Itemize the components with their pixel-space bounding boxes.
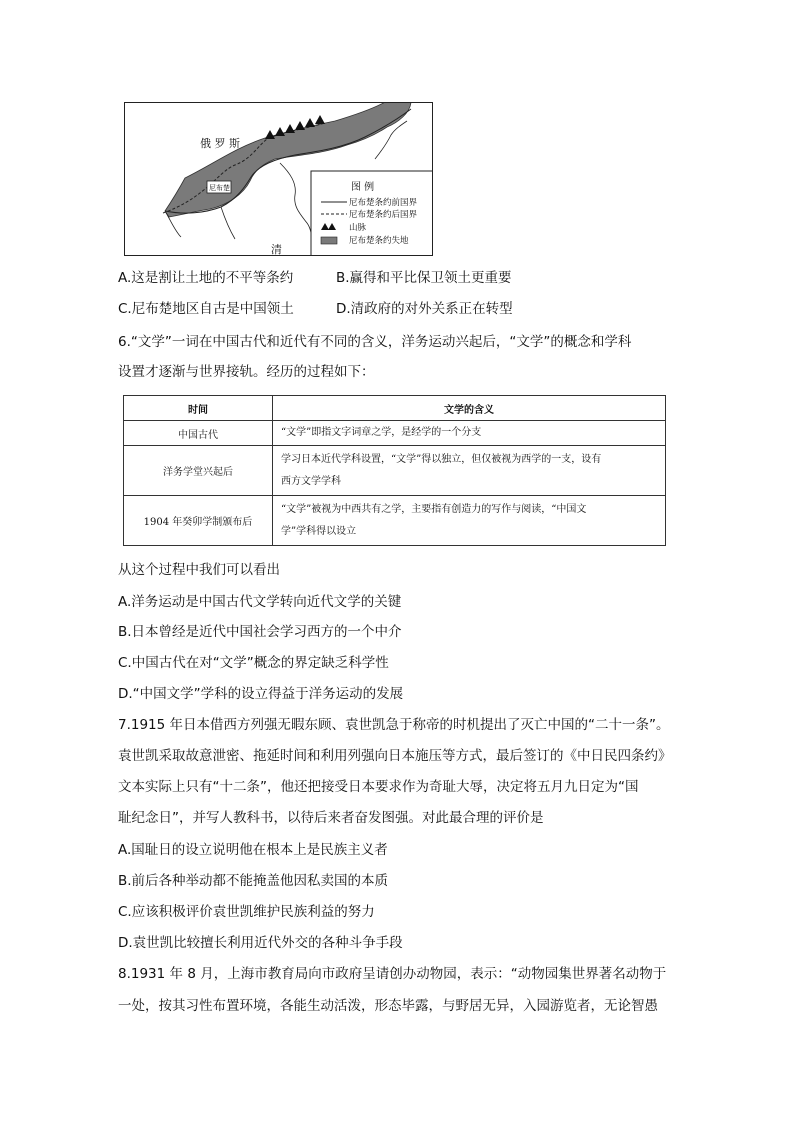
table-cell-meaning-line: 学习日本近代学科设置，“文学”得以独立，但仅被视为西学的一支，设有 xyxy=(281,453,602,465)
table-cell-meaning xyxy=(273,421,666,446)
q7-stem-line1: 7.1915 年日本借西方列强无暇东顾、袁世凯急于称帝的时机提出了灭亡中国的“二十一条”。 xyxy=(118,717,670,733)
q6-option-d: D.“中国文学”学科的设立得益于洋务运动的发展 xyxy=(118,686,404,702)
q6-question: 从这个过程中我们可以看出 xyxy=(118,562,280,578)
table-cell-meaning-line: “文学”即指文字词章之学，是经学的一个分支 xyxy=(281,427,482,438)
q6-stem-line1: 6.“文学”一词在中国古代和近代有不同的含义，洋务运动兴起后，“文学”的概念和学科 xyxy=(118,334,632,350)
legend-label-pre-border: 尼布楚条约前国界 xyxy=(349,198,418,208)
map-figure xyxy=(124,102,433,256)
q8-stem-line1: 8.1931 年 8 月，上海市教育局向市政府呈请创办动物园，表示：“动物园集世界著名动物于 xyxy=(118,966,667,982)
q7-option-d: D.袁世凯比较擅长利用近代外交的各种斗争手段 xyxy=(118,935,403,951)
q5-option-b: B.赢得和平比保卫领土更重要 xyxy=(336,270,512,286)
table-cell-meaning xyxy=(273,446,666,496)
filled-area-icon xyxy=(321,237,337,244)
legend-label-post-border: 尼布楚条约后国界 xyxy=(349,210,418,220)
table-cell-time: 洋务学堂兴起后 xyxy=(124,446,273,496)
legend-title: 图 例 xyxy=(351,182,375,193)
table-row xyxy=(124,421,666,446)
q5-option-c: C.尼布楚地区自古是中国领土 xyxy=(118,301,294,317)
q7-stem-line3: 文本实际上只有“十二条”，他还把接受日本要求作为奇耻大辱，决定将五月九日定为“国 xyxy=(118,779,639,795)
table-cell-meaning-line: 西方文学学科 xyxy=(281,475,341,487)
q6-stem-line2: 设置才逐渐与世界接轨。经历的过程如下： xyxy=(118,364,375,380)
table-cell-meaning-line: “文学”被视为中西共有之学，主要指有创造力的写作与阅读，“中国文 xyxy=(281,503,587,515)
q7-option-a: A.国耻日的设立说明他在根本上是民族主义者 xyxy=(118,842,388,858)
nerchinsk-label: 尼布楚 xyxy=(209,184,230,192)
q7-stem-line2: 袁世凯采取故意泄密、拖延时间和利用列强向日本施压等方式，最后签订的《中日民四条约》 xyxy=(118,748,672,764)
q7-option-b: B.前后各种举动都不能掩盖他因私卖国的本质 xyxy=(118,873,389,889)
q8-stem-line2: 一处，按其习性布置环境，各能生动活泼，形态毕露，与野居无异，入园游览者，无论智愚 xyxy=(118,998,658,1014)
legend-label-mountain: 山脉 xyxy=(349,223,367,233)
table-cell-time: 中国古代 xyxy=(124,421,273,446)
table-cell-meaning-line: 学”学科得以设立 xyxy=(281,525,357,537)
table-header-meaning: 文学的含义 xyxy=(273,396,666,421)
table-header-time: 时间 xyxy=(124,396,273,421)
table-cell-time: 1904 年癸卯学制颁布后 xyxy=(124,496,273,546)
table-cell-meaning xyxy=(273,496,666,546)
q6-option-a: A.洋务运动是中国古代文学转向近代文学的关键 xyxy=(118,594,402,610)
q6-option-c: C.中国古代在对“文学”概念的界定缺乏科学性 xyxy=(118,655,389,671)
table-header-row xyxy=(124,396,666,421)
q7-option-c: C.应该积极评价袁世凯维护民族利益的努力 xyxy=(118,904,375,920)
table-row xyxy=(124,446,666,496)
qing-label: 清 xyxy=(271,243,282,256)
river xyxy=(221,207,235,239)
legend-label-lost-territory: 尼布楚条约失地 xyxy=(349,236,409,246)
q6-table xyxy=(123,395,666,546)
table-row xyxy=(124,496,666,546)
q5-option-a: A.这是割让土地的不平等条约 xyxy=(118,270,294,286)
q5-option-d: D.清政府的对外关系正在转型 xyxy=(336,301,513,317)
russia-label: 俄 罗 斯 xyxy=(200,137,240,150)
q6-option-b: B.日本曾经是近代中国社会学习西方的一个中介 xyxy=(118,624,402,640)
q7-stem-line4: 耻纪念日”，并写人教科书，以待后来者奋发图强。对此最合理的评价是 xyxy=(118,810,544,826)
river xyxy=(280,163,315,255)
